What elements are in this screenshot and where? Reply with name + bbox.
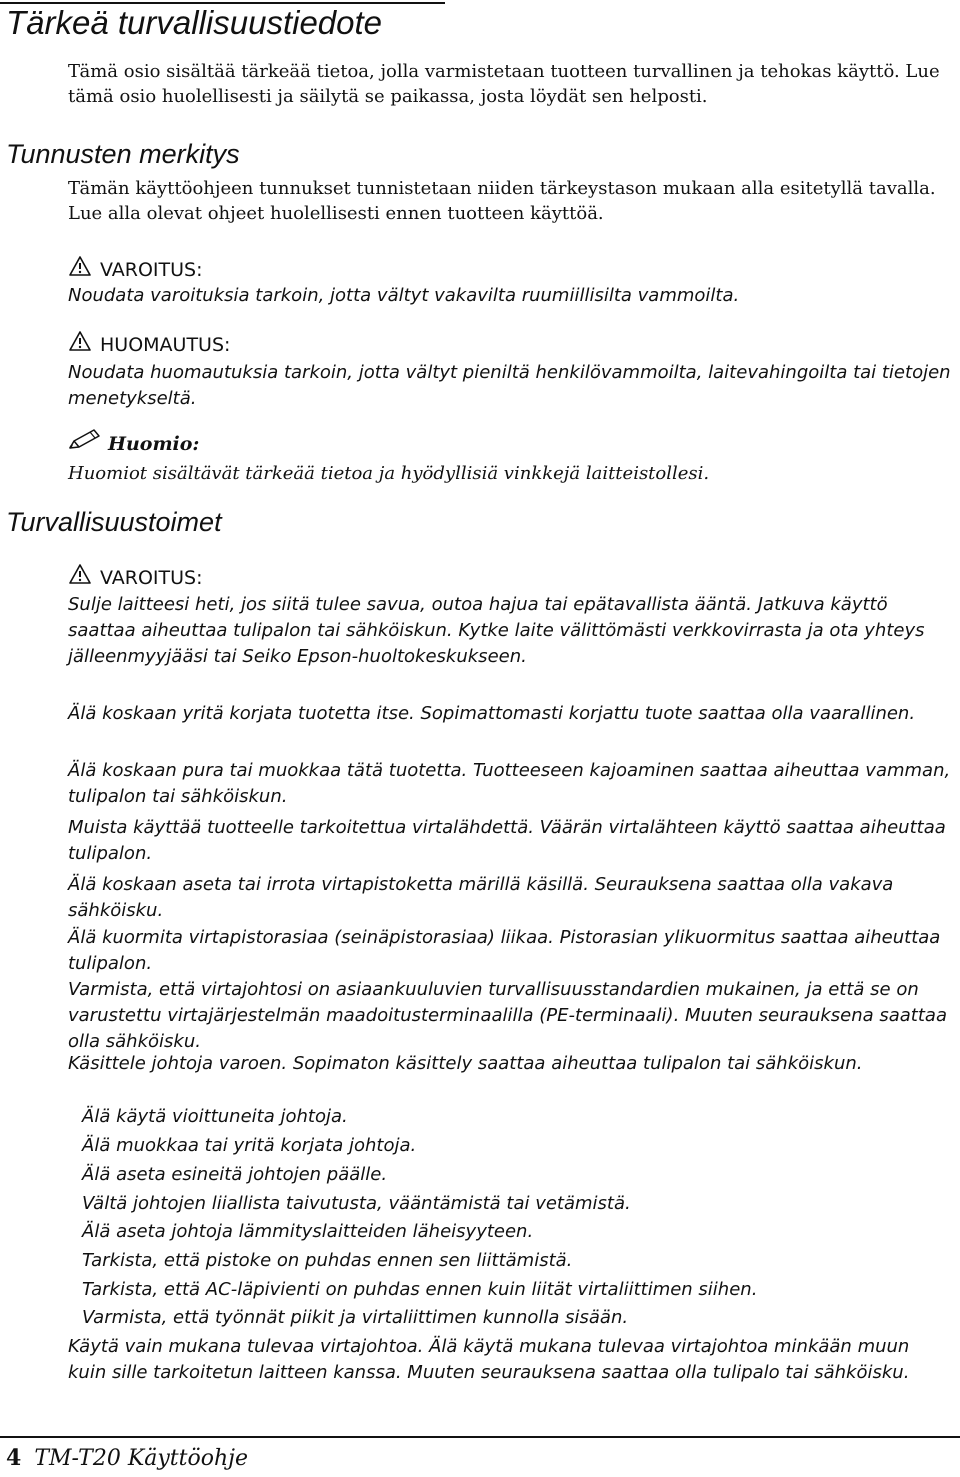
warning-label: VAROITUS:: [100, 258, 203, 281]
safety-item: Älä koskaan yritä korjata tuotetta itse. Sopimattomasti korjattu tuote saattaa olla vaarallinen.: [68, 703, 916, 724]
warning-triangle-icon: [68, 563, 100, 592]
safety-item: Älä koskaan pura tai muokkaa tätä tuotetta. Tuotteeseen kajoaminen saattaa aiheuttaa vamman, tulipalon tai sähköiskun.: [68, 760, 951, 807]
cord-item: Älä aseta esineitä johtojen päälle.: [82, 1164, 388, 1185]
safety-item: Älä kuormita virtapistorasiaa (seinäpistorasiaa) liikaa. Pistorasian ylikuormitus saattaa aiheuttaa tulipalon.: [68, 927, 941, 974]
note-label: Huomio:: [108, 432, 200, 455]
warning-triangle-icon: [68, 330, 100, 359]
footer-rule: [0, 1436, 960, 1438]
warning-text: Noudata varoituksia tarkoin, jotta vältyt vakavilta ruumiillisilta vammoilta.: [68, 285, 740, 306]
warning-triangle-icon: [68, 255, 100, 284]
safety-item: Muista käyttää tuotteelle tarkoitettua virtalähdettä. Väärän virtalähteen käyttö saattaa aiheuttaa tulipalon.: [68, 817, 946, 864]
caution-text: Noudata huomautuksia tarkoin, jotta vältyt pieniltä henkilövammoilta, laitevahingoilta tai tietojen menetykseltä.: [68, 362, 951, 409]
cord-item: Varmista, että työnnät piikit ja virtaliittimen kunnolla sisään.: [82, 1307, 629, 1328]
pencil-icon: [68, 428, 108, 459]
note-heading: [68, 428, 199, 459]
page-title: Tärkeä turvallisuustiedote: [6, 4, 383, 41]
cord-item: Älä muokkaa tai yritä korjata johtoja.: [82, 1135, 417, 1156]
warning-notice-heading: [68, 255, 203, 284]
note-text: Huomiot sisältävät tärkeää tietoa ja hyödyllisiä vinkkejä laitteistollesi.: [68, 463, 710, 484]
safety-warning-label: VAROITUS:: [100, 566, 203, 589]
page-footer: [6, 1443, 248, 1474]
symbols-paragraph: Tämän käyttöohjeen tunnukset tunnistetaan niiden tärkeystason mukaan alla esitetyllä tavalla. Lue alla olevat ohjeet huolellisesti ennen tuotteen käyttöä.: [68, 178, 936, 224]
intro-paragraph: Tämä osio sisältää tärkeää tietoa, jolla varmistetaan tuotteen turvallinen ja tehokas käyttö. Lue tämä osio huolellisesti ja säilytä se paikassa, josta löydät sen helposti.: [68, 61, 940, 107]
cord-item: Tarkista, että AC-läpivienti on puhdas ennen kuin liität virtaliittimen siihen.: [82, 1279, 758, 1300]
safety-item: Sulje laitteesi heti, jos siitä tulee savua, outoa hajua tai epätavallista ääntä. Jatkuva käyttö saattaa aiheuttaa tulipalon tai sähköiskun. Kytke laite välittömästi verkkovirrasta ja ota yhteys jälleenmyyjääsi tai Seiko Epson-huoltokeskukseen.: [68, 594, 925, 667]
cord-item: Tarkista, että pistoke on puhdas ennen sen liittämistä.: [82, 1250, 573, 1271]
safety-item: Käsittele johtoja varoen. Sopimaton käsittely saattaa aiheuttaa tulipalon tai sähköiskun.: [68, 1053, 863, 1074]
symbols-heading: Tunnusten merkitys: [6, 139, 240, 169]
cord-item: Älä aseta johtoja lämmityslaitteiden läheisyyteen.: [82, 1221, 534, 1242]
final-paragraph: Käytä vain mukana tulevaa virtajohtoa. Älä käytä mukana tulevaa virtajohtoa minkään muun kuin sille tarkoitetun laitteen kanssa. Muuten seurauksena saattaa olla tulipalo tai sähköisku.: [68, 1336, 910, 1383]
safety-heading: Turvallisuustoimet: [6, 507, 222, 537]
safety-item: Älä koskaan aseta tai irrota virtapistoketta märillä käsillä. Seurauksena saattaa olla vakava sähköisku.: [68, 874, 894, 921]
footer-title: TM-T20 Käyttöohje: [34, 1446, 248, 1471]
page-number: 4: [6, 1445, 22, 1471]
safety-warning-heading: [68, 563, 203, 592]
caution-label: HUOMAUTUS:: [100, 333, 231, 356]
caution-notice-heading: [68, 330, 230, 359]
cord-item: Vältä johtojen liiallista taivutusta, vääntämistä tai vetämistä.: [82, 1193, 631, 1214]
cord-item: Älä käytä vioittuneita johtoja.: [82, 1106, 348, 1127]
safety-item: Varmista, että virtajohtosi on asiaankuuluvien turvallisuusstandardien mukainen, ja että se on varustettu virtajärjestelmän maadoitusterminaalilla (PE-terminaali). Muuten seurauksena saattaa olla sähköisku.: [68, 979, 947, 1052]
